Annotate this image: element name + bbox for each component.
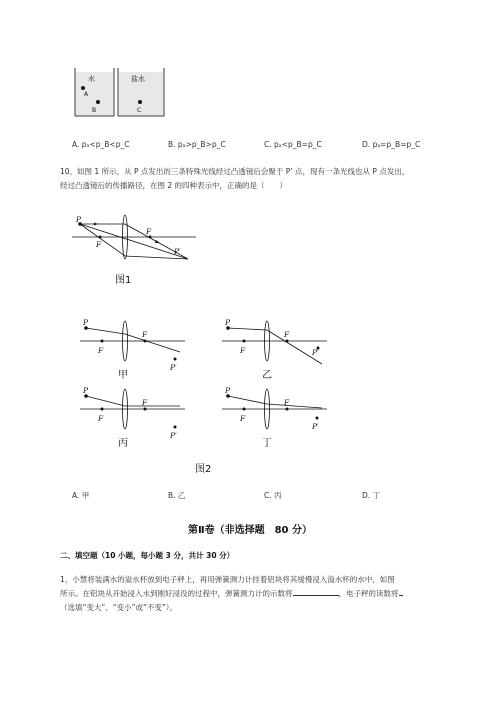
q9-option-d[interactable]: D. pₐ=p_B=p_C	[362, 140, 421, 149]
bing-f-left-label: F	[98, 414, 104, 423]
bing-p-prime-label: P′	[170, 431, 177, 440]
ding-p-label: P	[225, 386, 231, 395]
ding-p-prime-label: P′	[312, 422, 319, 431]
q10-text	[60, 165, 480, 193]
yi-f-left-label: F	[240, 346, 246, 355]
panel-bing-label: 丙	[118, 438, 128, 449]
q10-option-c[interactable]: C. 丙	[264, 491, 282, 500]
figure-2-panel-bing	[80, 384, 190, 442]
fill-in-section-heading: 二、填空题（10 小题，每小题 3 分，共计 30 分）	[60, 551, 235, 560]
panel-jia-label: 甲	[118, 370, 128, 381]
ding-f-right-label: F	[284, 398, 290, 407]
ding-f-left-label: F	[240, 414, 246, 423]
panel-yi-label: 乙	[262, 370, 272, 381]
bing-p-label: P	[83, 386, 89, 395]
figure-2-caption: 图2	[195, 464, 212, 475]
q9-option-c[interactable]: C. pₐ<p_B=p_C	[264, 140, 322, 149]
q10-option-d[interactable]: D. 丁	[362, 491, 381, 500]
jia-p-prime-label: P′	[170, 363, 177, 372]
figure-2-panel-ding	[222, 384, 332, 442]
q1-blank-2[interactable]	[399, 587, 403, 596]
q9-option-a[interactable]: A. pₐ<p_B<p_C	[72, 140, 130, 149]
q9-option-b[interactable]: B. pₐ>p_B>p_C	[168, 140, 226, 149]
point-a-label: A	[84, 91, 89, 98]
fig1-p-label: P	[76, 215, 82, 224]
q1-line1: 1、小慧将装满水的溢水杯放到电子秤上，再用弹簧测力计挂着铝块将其缓慢浸入溢水杯的水中，如图	[60, 575, 395, 584]
jia-f-right-label: F	[142, 330, 148, 339]
q1-line3: （选填“变大”、“变小”或“不变”）。	[60, 603, 178, 612]
panel-ding-label: 丁	[262, 438, 272, 449]
right-liquid-label: 盐水	[131, 75, 145, 83]
yi-p-label: P	[225, 318, 231, 327]
figure-2-panel-jia	[80, 316, 190, 374]
fig1-f-right-label: F	[146, 227, 152, 236]
fig1-f-left-label: F	[96, 240, 102, 249]
q10-line1: 10、如图 1 所示，从 P 点发出的三条特殊光线经过凸透镜后会聚于 P’ 点，现有一条光线也从 P 点发出，	[60, 167, 410, 176]
q1-text	[60, 573, 480, 615]
yi-p-prime-label: P′	[312, 348, 319, 357]
figure-1-diagram	[70, 212, 200, 272]
bing-f-right-label: F	[142, 398, 148, 407]
jia-p-label: P	[83, 318, 89, 327]
fig1-p-prime-label: P′	[174, 247, 181, 256]
q1-blank-1[interactable]	[293, 587, 339, 596]
jia-f-left-label: F	[98, 346, 104, 355]
yi-f-right-label: F	[284, 330, 290, 339]
q10-option-b[interactable]: B. 乙	[168, 491, 186, 500]
figure-2-panel-yi	[222, 316, 332, 374]
q9-container-figure	[70, 66, 170, 120]
q10-option-a[interactable]: A. 甲	[72, 491, 90, 500]
q10-line2: 经过凸透镜后的传播路径，在图 2 的四种表示中，正确的是（ ）	[60, 181, 288, 190]
point-c-label: C	[137, 107, 142, 114]
figure-1-caption: 图1	[115, 275, 132, 286]
point-b-label: B	[92, 107, 97, 114]
q1-line2: 所示。在铝块从开始浸入水到刚好浸没的过程中，弹簧测力计的示数将 ，电子秤的读数将	[60, 587, 480, 601]
left-liquid-label: 水	[88, 75, 95, 83]
part-2-title: 第Ⅱ卷（非选择题 80 分）	[188, 525, 312, 536]
